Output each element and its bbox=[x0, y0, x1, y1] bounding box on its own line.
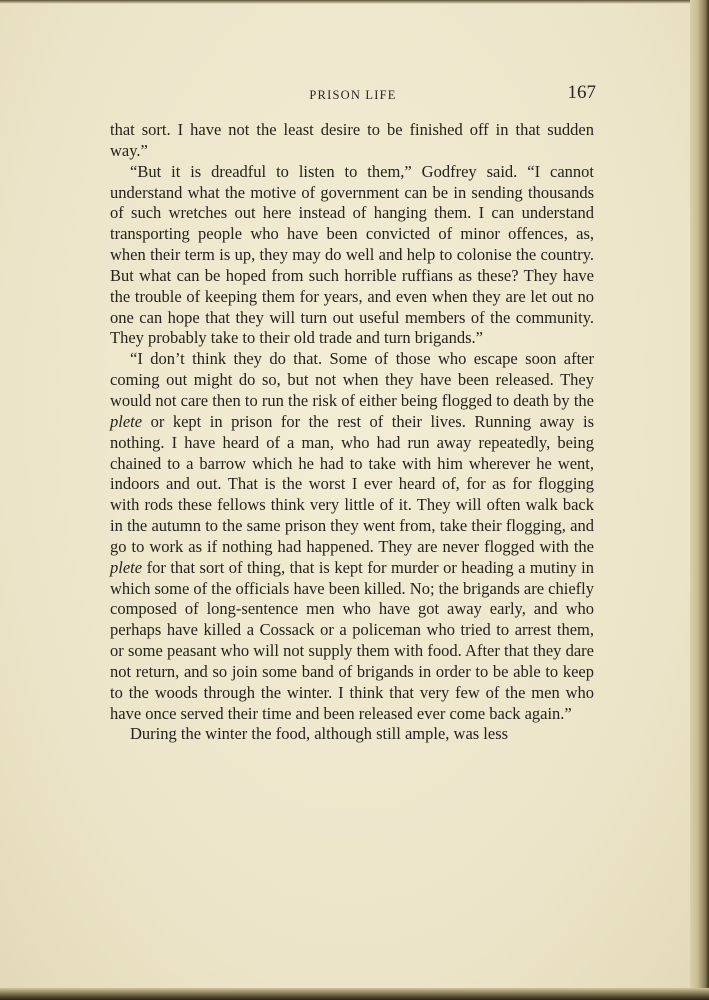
italic-word-plete-2: plete bbox=[110, 557, 143, 577]
paragraph-3-part-3: for that sort of thing, that is kept for murder or heading a mutiny in which some of the officials have been killed. No; the brigands are chiefly composed of long-sentence men who have got away early, and who perhaps have killed a Cossack or a policeman who tried to arrest them, or some peasant who will not supply them with food. After that they dare not return, and so join some band of brigands in order to be able to keep to the woods through the winter. I think that very few of the men who have once served their time and been released ever come back again.” bbox=[110, 557, 594, 723]
italic-word-plete-1: plete bbox=[110, 411, 143, 431]
page-bottom-edge bbox=[0, 988, 709, 1000]
page-number: 167 bbox=[567, 82, 596, 103]
body-text bbox=[110, 120, 594, 745]
running-title: PRISON LIFE bbox=[309, 88, 397, 102]
paragraph-3-part-2: or kept in prison for the rest of their lives. Running away is nothing. I have heard of a man, who had run away repeatedly, being chained to a barrow which he had to take with him wherever he went, indoors and out. That is the worst I ever heard of, for as for flogging with rods these fellows think very little of it. They will often walk back in the autumn to the same prison they went from, take their flogging, and go to work as if nothing had happened. They are never flogged with the bbox=[110, 411, 594, 556]
paragraph-3 bbox=[110, 349, 594, 724]
page-top-edge bbox=[0, 0, 700, 4]
page-fore-edge bbox=[690, 0, 709, 1000]
paragraph-3-part-1: “I don’t think they do that. Some of those who escape soon after coming out might do so, but not when they have been released. They would not care then to run the risk of either being flogged to death by the bbox=[110, 349, 594, 410]
paragraph-4: During the winter the food, although still ample, was less bbox=[130, 724, 509, 744]
paragraph-2: “But it is dreadful to listen to them,” Godfrey said. “I cannot understand what the motive of government can be in sending thousands of such wretches out here instead of hanging them. I can understand transporting people who have been convicted of minor offences, as, when their term is up, they may do well and help to colonise the country. But what can be hoped from such horrible ruffians as these? They have the trouble of keeping them for years, and even when they are let out no one can hope that they will turn out useful members of the community. They probably take to their old trade and turn brigands.” bbox=[110, 161, 594, 348]
paragraph-1: that sort. I have not the least desire to be finished off in that sudden way.” bbox=[110, 120, 594, 160]
running-head bbox=[110, 84, 596, 110]
